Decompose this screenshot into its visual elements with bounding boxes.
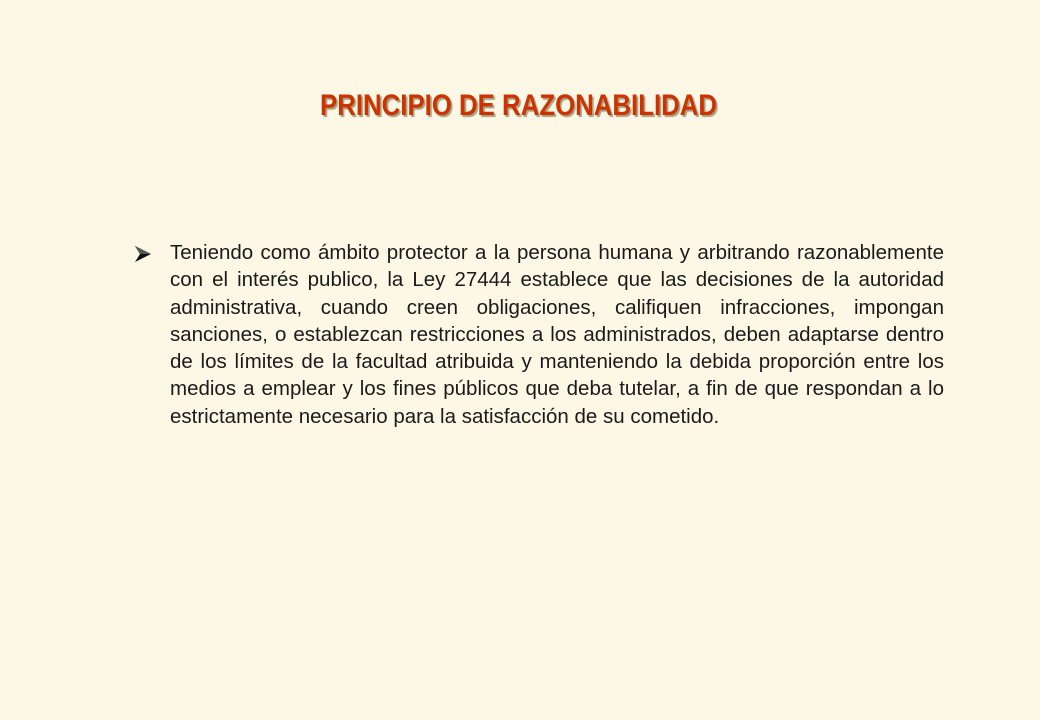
bullet-item: [128, 239, 948, 430]
slide-title: PRINCIPIO DE RAZONABILIDAD: [320, 89, 718, 122]
bullet-text: Teniendo como ámbito protector a la persona humana y arbitrando razonablemente con el interés publico, la Ley 27444 establece que las decisiones de la autoridad administrativa, cuando creen obligaciones, califiquen infracciones, impongan sanciones, o establezcan restricciones a los administrados, deben adaptarse dentro de los límites de la facultad atribuida y manteniendo la debida proporción entre los medios a emplear y los fines públicos que deba tutelar, a fin de que respondan a lo estrictamente necesario para la satisfacción de su cometido.: [170, 241, 944, 428]
arrow-bullet-icon: [133, 244, 153, 264]
